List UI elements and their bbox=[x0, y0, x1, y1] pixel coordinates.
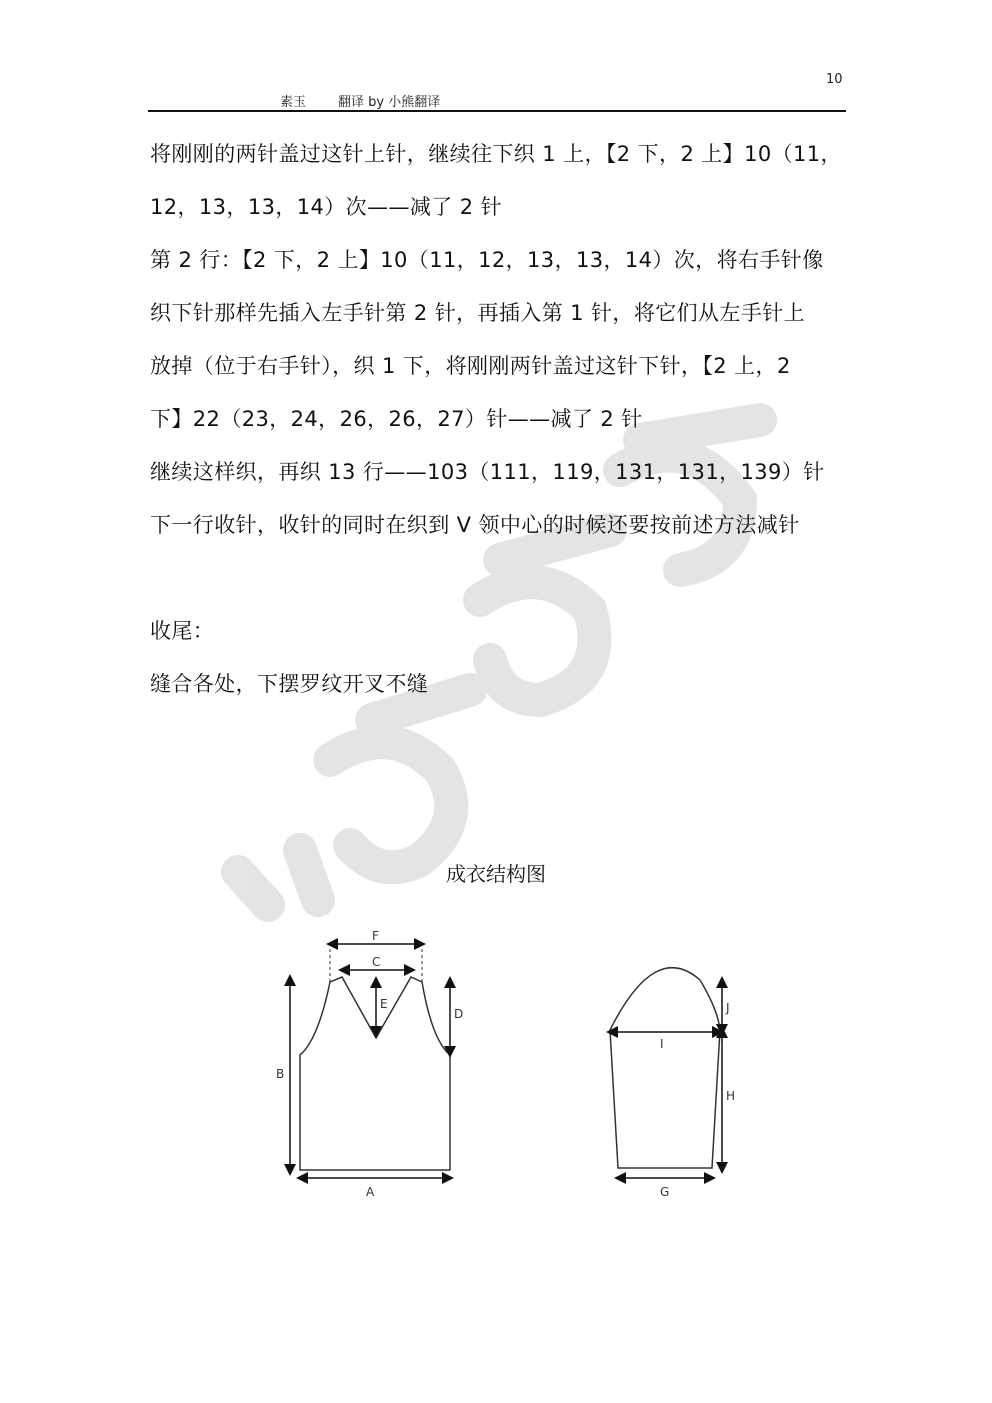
body-line: 继续这样织，再织 13 行——103（111，119，131，131，139）针 bbox=[150, 460, 825, 484]
header-translator: 翻译 by 小熊翻译 bbox=[338, 95, 441, 110]
dimension-i-label: I bbox=[660, 1037, 664, 1051]
finishing-text: 缝合各处，下摆罗纹开叉不缝 bbox=[150, 672, 429, 696]
body-line: 下一行收针，收针的同时在织到 V 领中心的时候还要按前述方法减针 bbox=[150, 513, 800, 537]
page-number: 10 bbox=[826, 72, 843, 87]
spacer bbox=[150, 552, 850, 605]
body-line: 织下针那样先插入左手针第 2 针，再插入第 1 针，将它们从左手针上 bbox=[150, 301, 806, 325]
body-line: 下】22（23，24，26，26，27）针——减了 2 针 bbox=[150, 407, 643, 431]
dimension-b-label: B bbox=[276, 1067, 285, 1081]
dimension-c-label: C bbox=[372, 955, 381, 969]
dimension-e-label: E bbox=[380, 997, 388, 1011]
dimension-h-label: H bbox=[726, 1089, 736, 1103]
body-line: 放掉（位于右手针），织 1 下，将刚刚两针盖过这针下针，【2 上，2 bbox=[150, 354, 791, 378]
body-text bbox=[150, 128, 850, 711]
body-line: 12，13，13，14）次——减了 2 针 bbox=[150, 195, 502, 219]
body-line: 第 2 行：【2 下，2 上】10（11，12，13，13，14）次，将右手针像 bbox=[150, 248, 824, 272]
sleeve-outline bbox=[610, 968, 720, 1168]
garment-schematic bbox=[260, 920, 780, 1210]
finishing-heading: 收尾： bbox=[150, 619, 215, 643]
dimension-f-label: F bbox=[372, 929, 379, 943]
dimension-a-label: A bbox=[366, 1185, 375, 1199]
body-line: 将刚刚的两针盖过这针上针，继续往下织 1 上，【2 下，2 上】10（11， bbox=[150, 142, 842, 166]
dimension-g-label: G bbox=[660, 1185, 670, 1199]
header-author: 素玉 bbox=[280, 95, 307, 110]
header-rule bbox=[148, 110, 846, 112]
dimension-j-label: J bbox=[726, 1001, 730, 1015]
vest-outline bbox=[300, 977, 450, 1170]
dimension-d-label: D bbox=[454, 1007, 464, 1021]
figure-title: 成衣结构图 bbox=[446, 862, 546, 886]
